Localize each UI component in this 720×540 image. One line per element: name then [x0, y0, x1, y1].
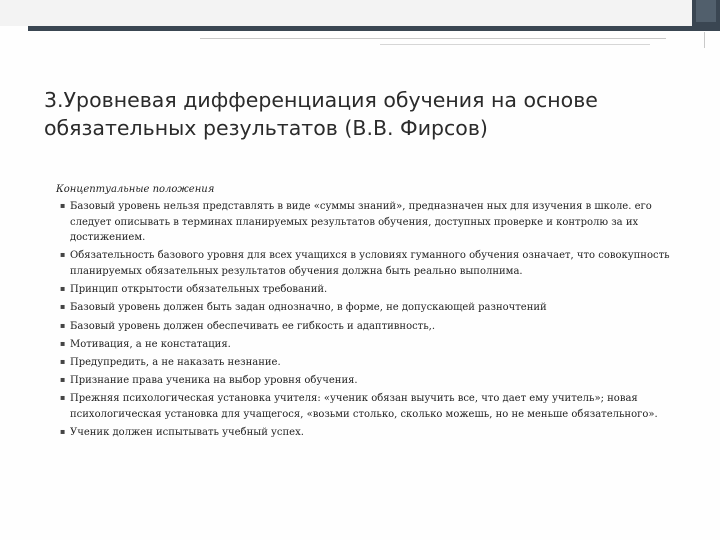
bullet-icon: ▪	[60, 200, 66, 210]
slide-title: 3.Уровневая дифференциация обучения на основе обязательных результатов (В.В. Фирсов)	[44, 88, 598, 140]
list-item-text: Мотивация, а не констатация.	[70, 338, 231, 350]
bullet-icon: ▪	[60, 356, 66, 366]
bullet-icon: ▪	[60, 302, 66, 312]
list-item	[52, 354, 692, 371]
header-accent-bar	[28, 26, 720, 31]
list-item-text: Базовый уровень должен обеспечивать ее гибкость и адаптивность,.	[70, 320, 436, 332]
list-item-text: Ученик должен испытывать учебный успех.	[70, 426, 304, 438]
list-item-text: Признание права ученика на выбор уровня обучения.	[70, 374, 358, 386]
list-item	[52, 198, 692, 246]
list-item-text: Принцип открытости обязательных требований.	[70, 284, 328, 296]
bullet-icon: ▪	[60, 374, 66, 384]
list-item-text: Обязательность базового уровня для всех учащихся в условиях гуманного обучения означает, что совокупность планируемых обязательных результатов обучения должна быть реально выполнима.	[70, 250, 670, 278]
decorative-rule	[704, 32, 705, 48]
bullet-icon: ▪	[60, 284, 66, 294]
list-item	[52, 390, 692, 423]
list-item	[52, 372, 692, 389]
list-item	[52, 336, 692, 353]
list-item-text: Предупредить, а не наказать незнание.	[70, 356, 281, 368]
header-band	[0, 0, 720, 26]
list-item-text: Прежняя психологическая установка учителя: «ученик обязан выучить все, что дает ему учитель»; новая психологическая установка для учащегося, «возьми столько, сколько можешь, но не меньше обязательного».	[70, 392, 658, 420]
list-item	[52, 299, 692, 316]
bullet-icon: ▪	[60, 338, 66, 348]
decorative-rule	[380, 44, 650, 45]
list-item	[52, 424, 692, 441]
bullet-icon: ▪	[60, 426, 66, 436]
list-item-text: Базовый уровень нельзя представлять в виде «суммы знаний», предназначен ных для изучения в школе. его следует описывать в терминах планируемых результатов обучения, доступных проверке и контролю за их достижением.	[70, 200, 652, 244]
list-item-text: Базовый уровень должен быть задан однозначно, в форме, не допускающей разночтений	[70, 302, 547, 314]
subheading: Концептуальные положения	[56, 184, 215, 195]
list-item	[52, 281, 692, 298]
bullet-icon: ▪	[60, 250, 66, 260]
slide-body	[52, 182, 692, 442]
bullet-list	[52, 198, 692, 441]
bullet-icon: ▪	[60, 392, 66, 402]
list-item	[52, 318, 692, 335]
bullet-icon: ▪	[60, 320, 66, 330]
decorative-rule	[200, 38, 666, 39]
header-corner-inner	[696, 0, 716, 22]
list-item	[52, 247, 692, 280]
